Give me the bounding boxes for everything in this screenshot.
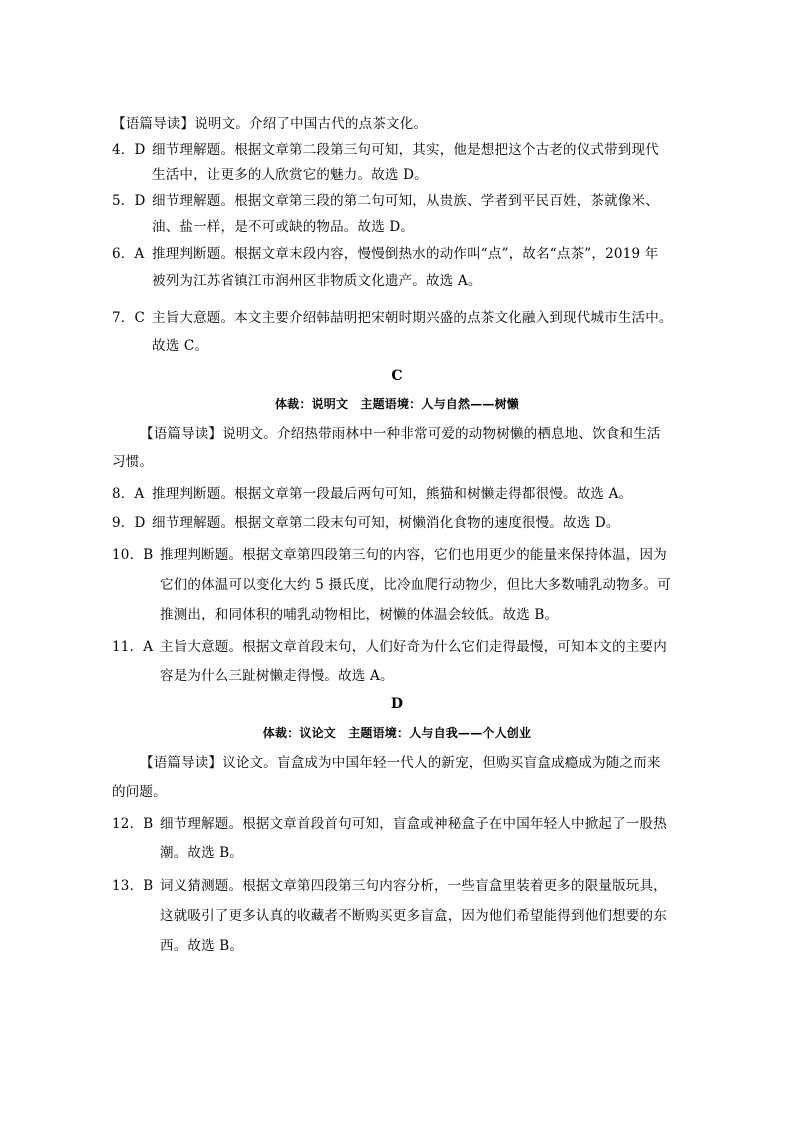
answer-11-text-1: 主旨大意题。根据文章首段末句，人们好奇为什么它们走得最慢，可知本文的主要内 [160,639,667,655]
answer-7-line-1 [112,308,673,328]
answer-7-number: 7．C [112,310,146,326]
section-c-letter: C [391,368,403,384]
answer-6-text-2: 被列为江苏省镇江市润州区非物质文化遗产。故选 A。 [152,273,482,289]
answer-10-text-3: 推测出，和同体积的哺乳动物相比，树懒的体温会较低。故选 B。 [160,607,559,623]
answer-4-line-1 [112,140,659,160]
section-b-guide: 【语篇导读】说明文。介绍了中国古代的点茶文化。 [112,116,428,132]
answer-6-text-1: 推理判断题。根据文章末段内容，慢慢倒热水的动作叫“点”，故名“点茶”，2019 年 [152,246,659,262]
answer-13-number: 13．B [112,878,154,894]
answer-13-line-1 [112,876,667,896]
answer-10-text-2: 它们的体温可以变化大约 5 摄氏度，比冷血爬行动物少，但比大多数哺乳动物多。可 [160,577,671,593]
section-c-guide-2: 习惯。 [112,454,154,470]
answer-10-number: 10．B [112,547,154,563]
answer-5-text-2: 油、盐一样，是不可或缺的物品。故选 D。 [152,219,415,235]
answer-9-line-1 [112,513,620,533]
answer-11-line-1 [112,637,667,657]
answer-13-text-3: 西。故选 B。 [160,938,244,954]
answer-8-number: 8．A [112,486,145,502]
answer-11-number: 11．A [112,639,154,655]
answer-10-text-1: 推理判断题。根据文章第四段第三句的内容，它们也用更少的能量来保持体温，因为 [160,547,667,563]
answer-4-number: 4．D [112,142,146,158]
answer-5-line-1 [112,191,659,211]
answer-4-text-2: 生活中，让更多的人欣赏它的魅力。故选 D。 [152,167,428,183]
section-c-guide-1: 【语篇导读】说明文。介绍热带雨林中一种非常可爱的动物树懒的栖息地、饮食和生活 [140,426,661,442]
answer-6-number: 6．A [112,246,145,262]
section-c-meta: 体裁：说明文 主题语境：人与自然——树懒 [274,397,519,411]
answer-7-text-2: 故选 C。 [152,338,209,354]
answer-5-text-1: 细节理解题。根据文章第三段的第二句可知，从贵族、学者到平民百姓，茶就像米、 [152,193,659,209]
answer-6-line-1 [112,244,658,264]
section-d-guide-2: 的问题。 [112,784,167,800]
answer-4-text-1: 细节理解题。根据文章第二段第三句可知，其实，他是想把这个古老的仪式带到现代 [152,142,659,158]
answer-8-text-1: 推理判断题。根据文章第一段最后两句可知，熊猫和树懒走得都很慢。故选 A。 [152,486,633,502]
answer-13-text-2: 这就吸引了更多认真的收藏者不断购买更多盲盒，因为他们希望能得到他们想要的东 [160,908,667,924]
answer-9-number: 9．D [112,515,146,531]
section-d-letter: D [390,696,404,712]
answer-7-text-1: 主旨大意题。本文主要介绍韩喆明把宋朝时期兴盛的点茶文化融入到现代城市生活中。 [152,310,673,326]
answer-12-line-1 [112,814,667,834]
section-d-meta: 体裁：议论文 主题语境：人与自我——个人创业 [262,726,532,740]
answer-12-text-2: 潮。故选 B。 [160,845,244,861]
answer-5-number: 5．D [112,193,146,209]
answer-12-number: 12．B [112,816,154,832]
answer-8-line-1 [112,484,632,504]
answer-10-line-1 [112,545,667,565]
section-d-guide-1: 【语篇导读】议论文。盲盒成为中国年轻一代人的新宠，但购买盲盒成瘾成为随之而来 [140,755,661,771]
answer-13-text-1: 词义猜测题。根据文章第四段第三句内容分析，一些盲盒里装着更多的限量版玩具， [160,878,667,894]
answer-11-text-2: 容是为什么三趾树懒走得慢。故选 A。 [160,668,394,684]
answer-12-text-1: 细节理解题。根据文章首段首句可知，盲盒或神秘盒子在中国年轻人中掀起了一股热 [160,816,667,832]
answer-9-text-1: 细节理解题。根据文章第二段末句可知，树懒消化食物的速度很慢。故选 D。 [152,515,620,531]
